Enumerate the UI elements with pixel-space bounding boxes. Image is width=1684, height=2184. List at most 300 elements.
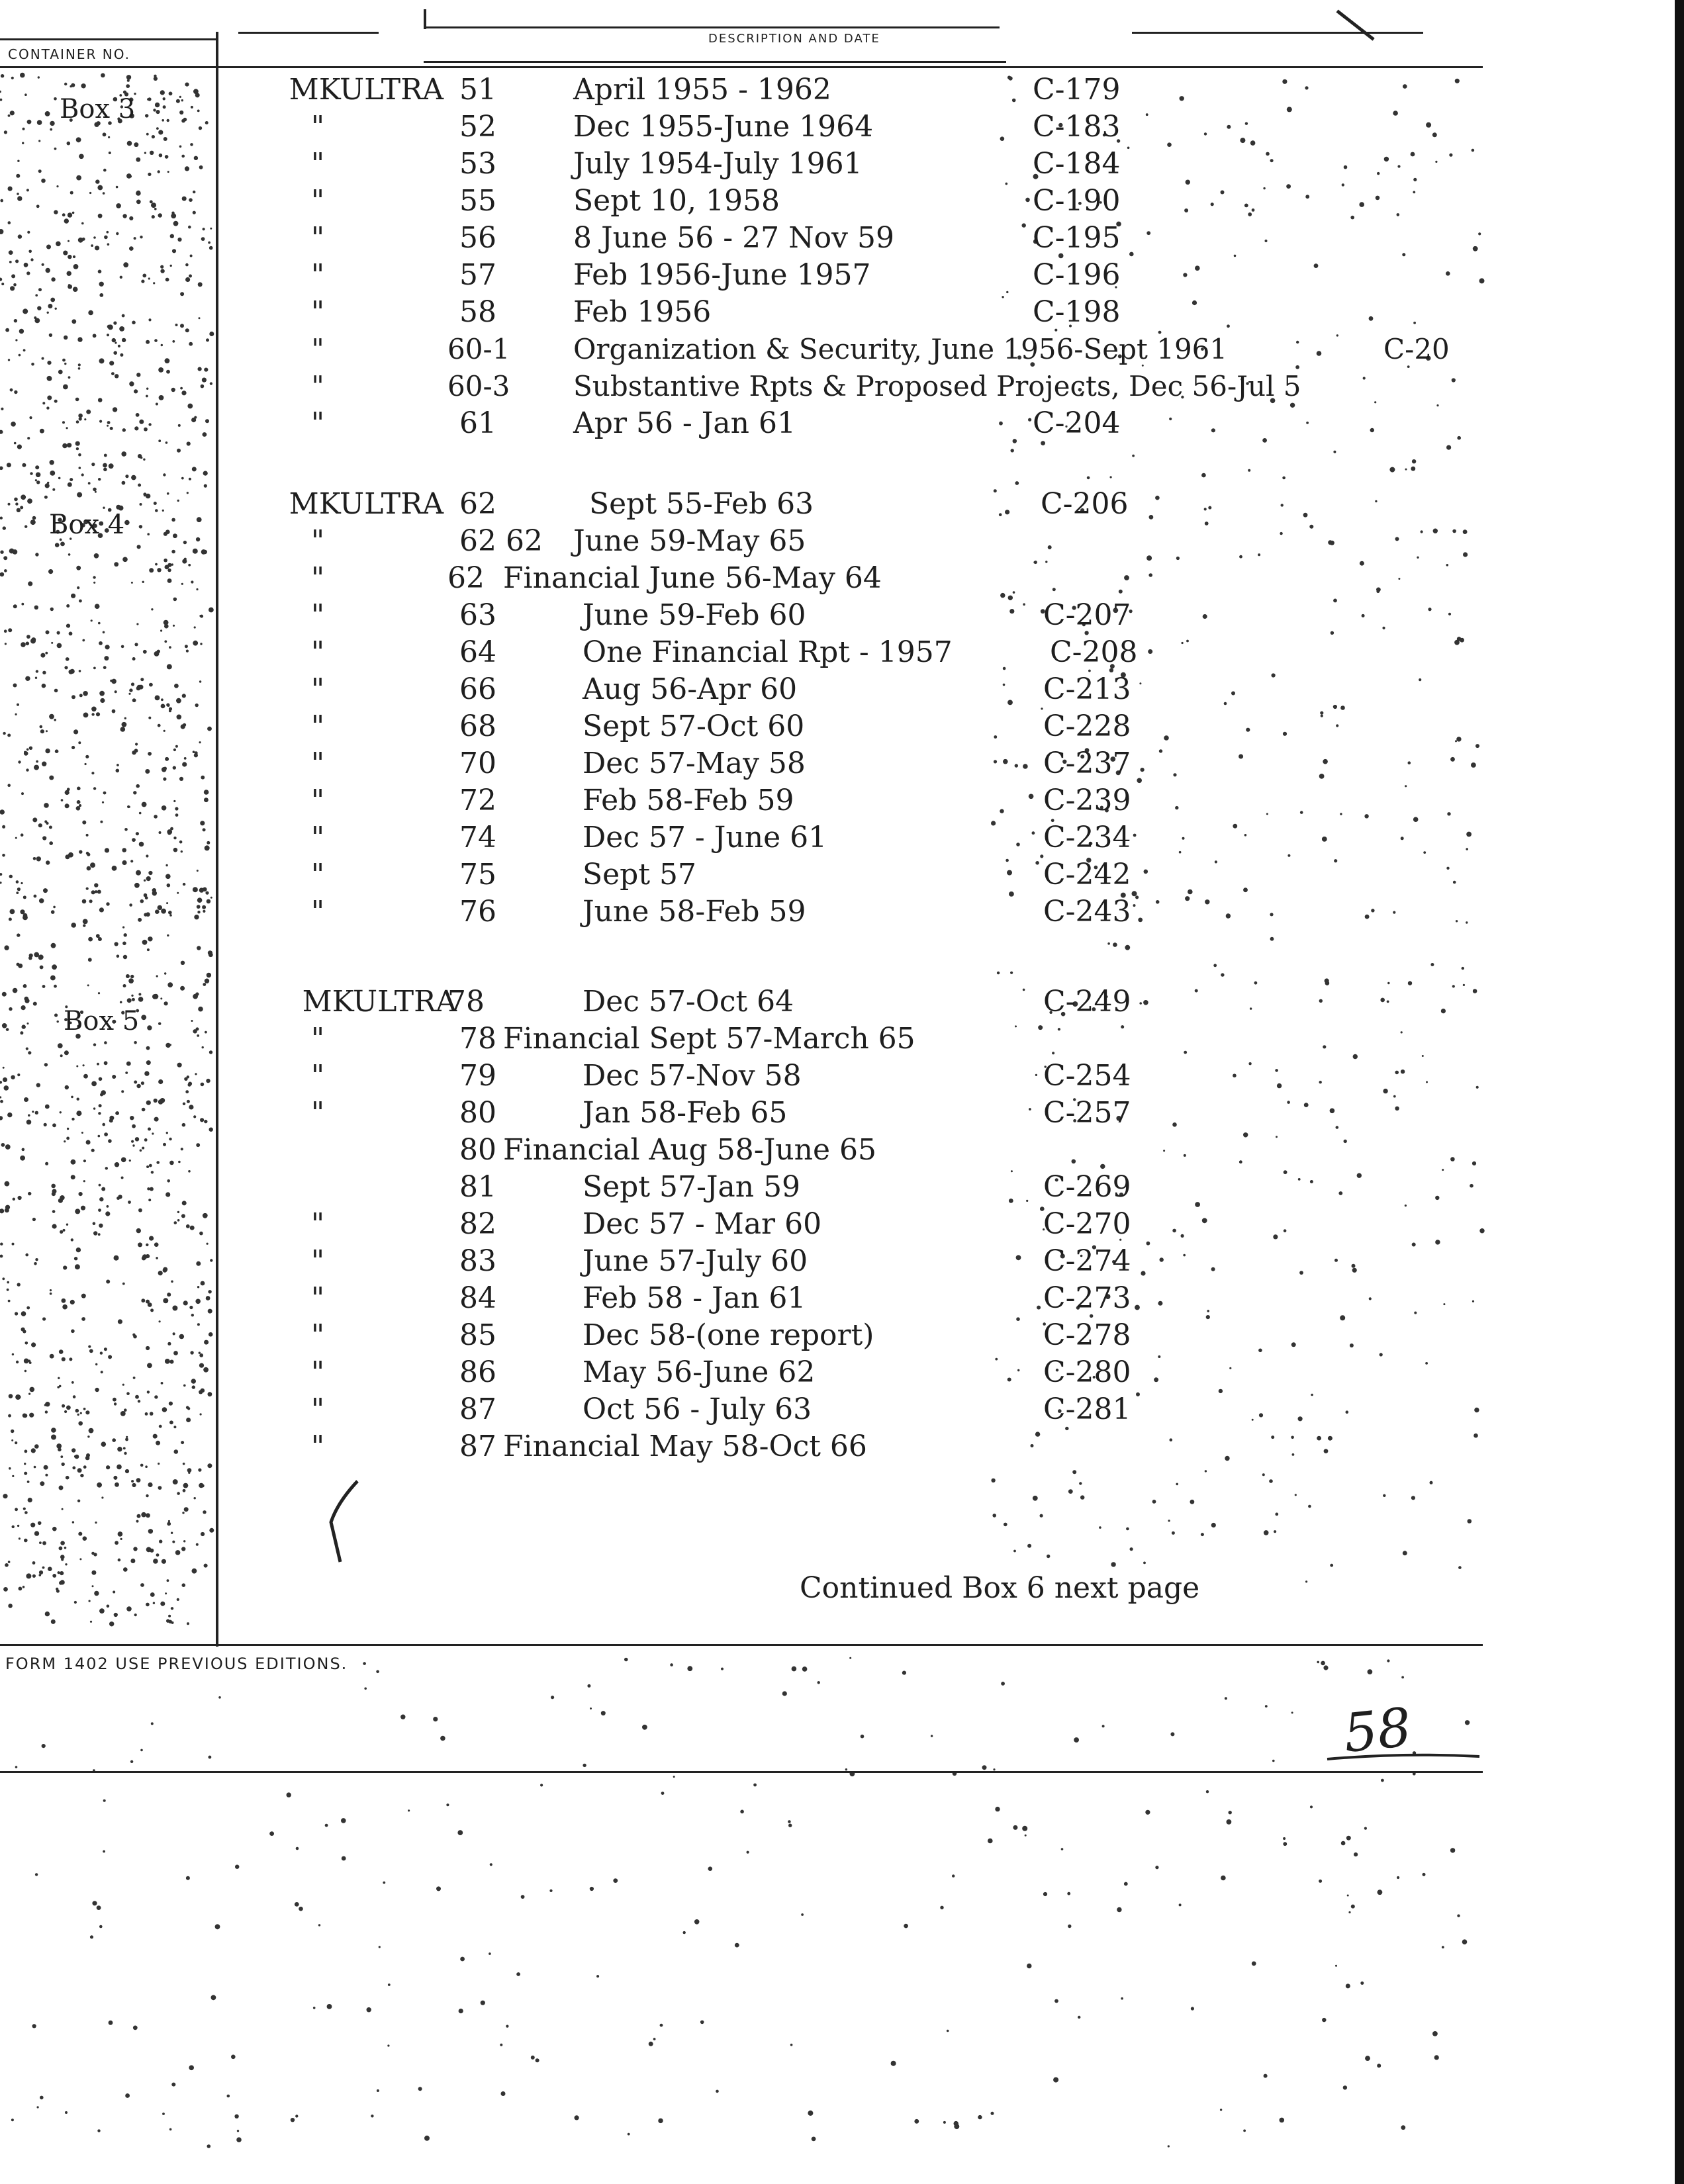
noise-speck — [186, 1876, 190, 1880]
noise-speck — [40, 653, 45, 658]
noise-speck — [17, 1073, 20, 1076]
noise-speck — [199, 680, 201, 682]
noise-speck — [1401, 2125, 1405, 2130]
noise-speck — [136, 623, 138, 625]
noise-speck — [992, 1514, 996, 1518]
noise-speck — [124, 933, 127, 936]
noise-speck — [76, 806, 81, 811]
noise-speck — [86, 410, 91, 414]
noise-speck — [64, 336, 68, 340]
noise-speck — [172, 340, 175, 343]
noise-speck — [23, 984, 27, 988]
item-description: Sept 57 — [583, 858, 697, 891]
noise-speck — [1107, 942, 1110, 945]
noise-speck — [115, 690, 117, 693]
noise-speck — [138, 993, 141, 995]
noise-speck — [134, 643, 138, 646]
noise-speck — [60, 1571, 64, 1575]
list-item — [218, 1058, 1476, 1095]
noise-speck — [131, 1480, 134, 1482]
noise-speck — [127, 141, 132, 146]
noise-speck — [184, 1507, 189, 1512]
noise-speck — [1225, 1697, 1227, 1700]
noise-speck — [197, 1034, 199, 1037]
noise-speck — [71, 1448, 75, 1452]
noise-speck — [802, 1666, 808, 1672]
noise-speck — [1033, 1496, 1038, 1501]
noise-speck — [83, 1180, 85, 1182]
noise-speck — [9, 1394, 13, 1398]
noise-speck — [148, 752, 152, 756]
noise-speck — [15, 713, 17, 715]
noise-speck — [79, 850, 82, 854]
noise-speck — [59, 1486, 64, 1490]
ditto-mark: " — [311, 370, 324, 402]
noise-speck — [42, 836, 46, 840]
noise-speck — [186, 650, 189, 653]
noise-speck — [1, 283, 4, 285]
noise-speck — [947, 2030, 949, 2032]
noise-speck — [173, 221, 179, 226]
noise-speck — [93, 1231, 97, 1235]
noise-speck — [145, 896, 148, 899]
noise-speck — [110, 427, 113, 430]
handwritten-page-mark: 58 — [1340, 1696, 1415, 1765]
noise-speck — [325, 1824, 328, 1827]
noise-speck — [24, 751, 26, 754]
noise-speck — [189, 1105, 193, 1109]
list-item — [218, 1206, 1476, 1243]
noise-speck — [15, 1441, 17, 1444]
list-item — [218, 819, 1476, 856]
noise-speck — [149, 568, 154, 572]
noise-speck — [8, 503, 11, 506]
noise-speck — [118, 1559, 121, 1562]
noise-speck — [28, 250, 32, 253]
noise-speck — [115, 1541, 118, 1545]
noise-speck — [32, 516, 36, 520]
noise-speck — [105, 1211, 110, 1216]
noise-speck — [126, 974, 130, 978]
noise-speck — [1389, 467, 1395, 473]
noise-speck — [146, 1513, 150, 1518]
noise-speck — [205, 419, 209, 423]
noise-speck — [125, 1469, 129, 1473]
noise-speck — [613, 1878, 618, 1883]
noise-speck — [44, 1465, 48, 1470]
noise-speck — [377, 2089, 379, 2092]
list-item — [218, 745, 1476, 782]
noise-speck — [25, 1253, 28, 1257]
item-code: C-278 — [1043, 1318, 1131, 1352]
noise-speck — [137, 1514, 141, 1518]
noise-speck — [182, 1123, 186, 1127]
item-description: Dec 57 - June 61 — [583, 821, 827, 854]
noise-speck — [551, 1696, 554, 1699]
noise-speck — [185, 166, 189, 171]
noise-speck — [23, 128, 25, 130]
noise-speck — [92, 1585, 94, 1587]
noise-speck — [146, 340, 150, 344]
noise-speck — [113, 1398, 117, 1402]
noise-speck — [18, 964, 23, 968]
noise-speck — [164, 532, 167, 536]
box-label-5: Box 5 — [64, 1006, 140, 1036]
noise-speck — [173, 749, 176, 751]
noise-speck — [103, 468, 107, 472]
noise-speck — [165, 1592, 167, 1594]
noise-speck — [34, 765, 39, 770]
noise-speck — [1405, 469, 1407, 471]
noise-speck — [63, 251, 68, 255]
noise-speck — [21, 1311, 26, 1316]
item-description: Financial Aug 58-June 65 — [503, 1133, 876, 1167]
noise-speck — [14, 498, 18, 502]
list-item — [218, 782, 1476, 819]
noise-speck — [163, 1143, 166, 1146]
noise-speck — [138, 454, 142, 458]
noise-speck — [40, 725, 43, 729]
noise-speck — [818, 1681, 820, 1684]
noise-speck — [147, 948, 150, 951]
item-code: C-184 — [1033, 147, 1121, 181]
noise-speck — [1476, 1086, 1479, 1089]
noise-speck — [5, 1208, 9, 1212]
item-number: 81 — [459, 1170, 496, 1204]
noise-speck — [184, 1077, 187, 1081]
noise-speck — [132, 1144, 134, 1146]
noise-speck — [30, 1523, 35, 1527]
ditto-mark: " — [310, 895, 325, 929]
noise-speck — [88, 958, 92, 962]
noise-speck — [62, 1463, 65, 1466]
noise-speck — [26, 1048, 28, 1050]
noise-speck — [1176, 1483, 1178, 1486]
noise-speck — [790, 2044, 793, 2046]
noise-speck — [132, 657, 136, 660]
noise-speck — [16, 880, 19, 884]
noise-speck — [161, 1382, 164, 1385]
ditto-mark: " — [310, 1207, 325, 1241]
noise-speck — [175, 745, 178, 748]
noise-speck — [81, 83, 85, 88]
noise-speck — [35, 294, 38, 296]
item-code: C-179 — [1033, 73, 1121, 107]
noise-speck — [165, 278, 169, 282]
noise-speck — [63, 1229, 66, 1232]
noise-speck — [982, 1765, 987, 1770]
noise-speck — [166, 370, 170, 374]
item-description: Dec 1955-June 1964 — [573, 110, 874, 144]
noise-speck — [0, 809, 5, 815]
noise-speck — [101, 1371, 103, 1373]
noise-speck — [197, 1286, 199, 1288]
noise-speck — [199, 1232, 203, 1236]
noise-speck — [1102, 1725, 1105, 1727]
noise-speck — [179, 146, 182, 148]
noise-speck — [22, 1148, 25, 1152]
noise-speck — [203, 1510, 206, 1514]
noise-speck — [624, 1658, 628, 1662]
noise-speck — [327, 2004, 332, 2009]
noise-speck — [108, 1355, 112, 1359]
item-code: C-269 — [1043, 1170, 1131, 1204]
noise-speck — [148, 173, 151, 176]
noise-speck — [1201, 1533, 1204, 1536]
noise-speck — [114, 1613, 118, 1617]
noise-speck — [75, 1264, 80, 1269]
noise-speck — [165, 358, 170, 363]
noise-speck — [95, 1522, 97, 1524]
noise-speck — [661, 1792, 665, 1795]
noise-speck — [210, 897, 212, 899]
noise-speck — [46, 406, 49, 409]
noise-speck — [79, 154, 84, 159]
noise-speck — [204, 790, 209, 795]
noise-speck — [187, 1100, 190, 1103]
noise-speck — [3, 526, 6, 529]
noise-speck — [177, 1219, 180, 1222]
noise-speck — [59, 1581, 63, 1585]
noise-speck — [914, 2119, 919, 2124]
noise-speck — [1132, 455, 1135, 457]
noise-speck — [34, 606, 38, 610]
noise-speck — [117, 955, 120, 958]
item-code: C-254 — [1043, 1059, 1131, 1093]
noise-speck — [37, 306, 41, 310]
noise-speck — [76, 420, 79, 424]
noise-speck — [165, 757, 169, 761]
ditto-mark: " — [310, 147, 325, 181]
noise-speck — [196, 537, 200, 541]
noise-speck — [9, 1467, 11, 1470]
noise-speck — [1317, 1661, 1319, 1664]
noise-speck — [208, 1392, 212, 1396]
noise-speck — [89, 192, 91, 194]
noise-speck — [210, 228, 212, 230]
noise-speck — [75, 398, 79, 402]
noise-speck — [52, 1574, 56, 1578]
noise-speck — [107, 231, 109, 234]
noise-speck — [185, 263, 189, 267]
noise-speck — [193, 549, 198, 554]
item-number: 53 — [459, 147, 496, 181]
noise-speck — [1478, 232, 1481, 235]
noise-speck — [161, 909, 166, 914]
noise-speck — [9, 875, 13, 878]
noise-speck — [142, 940, 148, 945]
noise-speck — [1243, 2130, 1246, 2132]
noise-speck — [159, 154, 163, 158]
noise-speck — [177, 715, 182, 720]
noise-speck — [379, 1946, 381, 1948]
noise-speck — [21, 833, 24, 837]
noise-speck — [83, 924, 85, 927]
noise-speck — [181, 961, 185, 965]
noise-speck — [9, 261, 12, 263]
noise-speck — [103, 792, 107, 795]
noise-speck — [63, 1265, 67, 1269]
noise-speck — [99, 907, 104, 912]
noise-speck — [50, 976, 56, 981]
noise-speck — [112, 709, 116, 713]
noise-speck — [50, 1354, 54, 1359]
noise-speck — [58, 1377, 60, 1379]
item-description: Dec 58-(one report) — [583, 1318, 874, 1352]
noise-speck — [95, 179, 99, 183]
noise-speck — [164, 624, 169, 629]
noise-speck — [94, 1591, 99, 1596]
noise-speck — [107, 1605, 110, 1608]
noise-speck — [93, 236, 96, 239]
noise-speck — [104, 236, 108, 240]
noise-speck — [147, 1390, 150, 1393]
noise-speck — [46, 730, 48, 732]
item-description: July 1954-July 1961 — [573, 147, 863, 181]
noise-speck — [199, 317, 201, 319]
noise-speck — [44, 1123, 47, 1126]
noise-speck — [71, 746, 75, 749]
noise-speck — [134, 883, 140, 888]
noise-speck — [125, 475, 128, 478]
ditto-mark: " — [310, 709, 325, 743]
item-number: 87 — [459, 1392, 496, 1426]
noise-speck — [1351, 1905, 1355, 1909]
noise-speck — [169, 92, 173, 96]
noise-speck — [134, 389, 138, 393]
noise-speck — [169, 1161, 174, 1165]
noise-speck — [178, 424, 181, 427]
noise-speck — [147, 1025, 152, 1030]
noise-speck — [156, 1257, 158, 1259]
noise-speck — [79, 694, 83, 697]
noise-speck — [120, 727, 126, 732]
noise-speck — [155, 696, 160, 701]
noise-speck — [1450, 1848, 1455, 1852]
noise-speck — [100, 1351, 103, 1354]
noise-speck — [387, 2044, 389, 2046]
noise-speck — [68, 255, 71, 259]
noise-speck — [149, 683, 153, 687]
noise-speck — [210, 1259, 212, 1261]
noise-speck — [32, 1574, 36, 1578]
noise-speck — [35, 1873, 38, 1876]
noise-speck — [51, 642, 53, 644]
noise-speck — [81, 222, 84, 225]
noise-speck — [107, 334, 109, 336]
noise-speck — [108, 1139, 112, 1143]
noise-speck — [155, 103, 160, 107]
noise-speck — [194, 626, 196, 628]
noise-speck — [148, 1199, 151, 1201]
noise-speck — [158, 367, 164, 373]
noise-speck — [58, 1448, 62, 1452]
form-footer: FORM 1402 USE PREVIOUS EDITIONS. — [5, 1655, 348, 1673]
noise-speck — [195, 1073, 197, 1075]
noise-speck — [102, 801, 104, 803]
noise-speck — [124, 1408, 127, 1412]
noise-speck — [109, 2021, 113, 2025]
noise-speck — [24, 1463, 26, 1465]
noise-speck — [28, 1192, 31, 1195]
noise-speck — [45, 1612, 50, 1616]
noise-speck — [71, 1160, 76, 1165]
noise-speck — [8, 1604, 13, 1608]
noise-speck — [12, 1353, 14, 1355]
noise-speck — [38, 823, 42, 827]
noise-speck — [140, 899, 144, 903]
noise-speck — [1403, 1551, 1407, 1555]
noise-speck — [189, 342, 193, 346]
noise-speck — [58, 1571, 60, 1574]
noise-speck — [17, 887, 21, 891]
noise-speck — [65, 854, 70, 859]
noise-speck — [81, 1206, 85, 1210]
noise-speck — [46, 245, 51, 250]
noise-speck — [341, 1818, 346, 1823]
item-code: C-20 — [1383, 333, 1450, 365]
noise-speck — [23, 895, 26, 899]
list-item — [218, 1317, 1476, 1354]
list-item — [218, 560, 1476, 597]
noise-speck — [152, 135, 155, 138]
noise-speck — [1401, 1676, 1404, 1679]
noise-speck — [208, 1309, 212, 1314]
noise-speck — [167, 1293, 171, 1297]
noise-speck — [235, 1865, 239, 1869]
noise-speck — [57, 1386, 60, 1388]
noise-speck — [180, 324, 184, 328]
noise-speck — [1074, 1737, 1079, 1743]
item-description: Aug 56-Apr 60 — [583, 672, 798, 706]
noise-speck — [103, 463, 107, 468]
noise-speck — [6, 1028, 9, 1031]
noise-speck — [197, 905, 201, 909]
ditto-mark: " — [310, 1059, 325, 1093]
noise-speck — [0, 278, 2, 281]
noise-speck — [62, 421, 65, 424]
noise-speck — [170, 827, 173, 831]
noise-speck — [105, 1167, 108, 1169]
ditto-mark: " — [311, 333, 324, 365]
noise-speck — [148, 1529, 153, 1533]
noise-speck — [2, 825, 5, 829]
noise-speck — [121, 451, 126, 457]
noise-speck — [98, 398, 103, 402]
noise-speck — [28, 1498, 32, 1502]
noise-speck — [139, 812, 142, 815]
noise-speck — [130, 1760, 133, 1763]
list-item — [218, 634, 1476, 671]
noise-speck — [156, 127, 159, 130]
noise-speck — [141, 1081, 144, 1085]
noise-speck — [77, 1098, 79, 1101]
noise-speck — [203, 471, 208, 476]
noise-speck — [700, 2021, 704, 2025]
noise-speck — [51, 277, 55, 281]
noise-speck — [180, 986, 185, 991]
noise-speck — [1275, 1513, 1278, 1516]
noise-speck — [99, 1104, 102, 1107]
noise-speck — [540, 1784, 543, 1786]
noise-speck — [168, 911, 172, 915]
noise-speck — [52, 1527, 57, 1531]
noise-speck — [39, 1541, 42, 1544]
noise-speck — [158, 439, 161, 442]
item-number: 86 — [459, 1355, 496, 1389]
noise-speck — [13, 684, 17, 688]
noise-speck — [73, 729, 78, 734]
